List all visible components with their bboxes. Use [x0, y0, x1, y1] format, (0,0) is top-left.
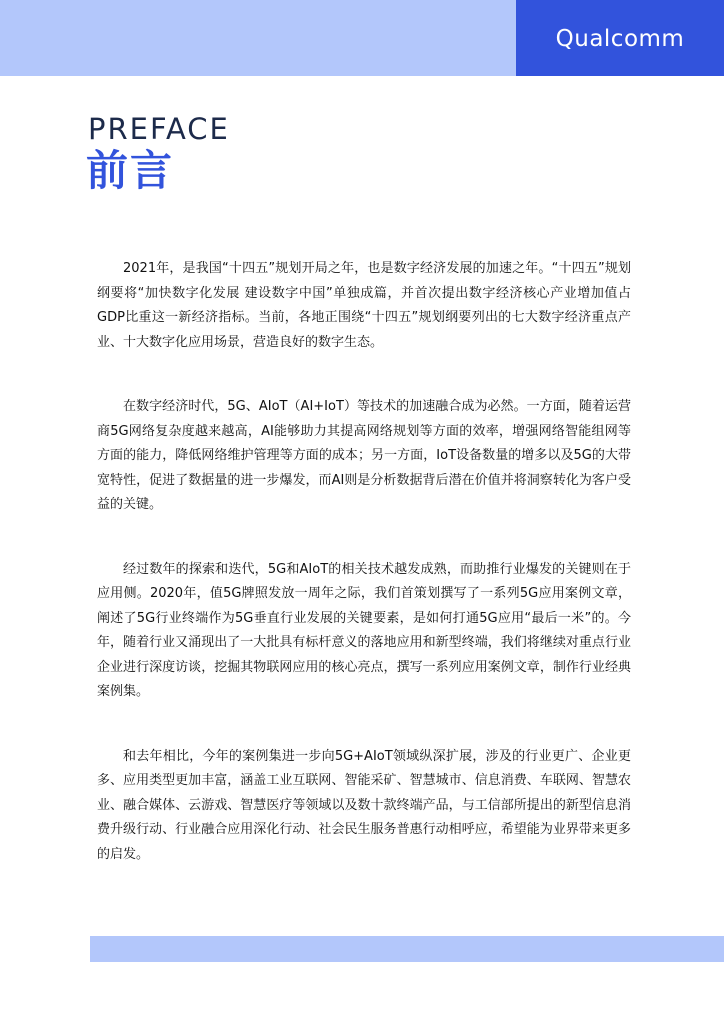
paragraph-3: 经过数年的探索和迭代，5G和AIoT的相关技术越发成熟，而助推行业爆发的关键则在于应用侧。2020年，值5G牌照发放一周年之际，我们首策划撰写了一系列5G应用案例文章，阐述了5G行业终端作为5G垂直行业发展的关键要素，是如何打通5G应用“最后一米”的。今年，随着行业又涌现出了一大批具有标杆意义的落地应用和新型终端，我们将继续对重点行业企业进行深度访谈，挖掘其物联网应用的核心亮点，撰写一系列应用案例文章，制作行业经典案例集。 [97, 561, 631, 699]
qualcomm-logo: Qualcomm [555, 26, 685, 52]
paragraph-4: 和去年相比，今年的案例集进一步向5G+AIoT领域纵深扩展，涉及的行业更广、企业更多、应用类型更加丰富，涵盖工业互联网、智能采矿、智慧城市、信息消费、车联网、智慧农业、融合媒体、云游戏、智慧医疗等领域以及数十款终端产品，与工信部所提出的新型信息消费升级行动、行业融合应用深化行动、社会民生服务普惠行动相呼应，希望能为业界带来更多的启发。 [97, 748, 631, 862]
paragraph-2: 在数字经济时代，5G、AIoT（AI+IoT）等技术的加速融合成为必然。一方面，随着运营商5G网络复杂度越来越高，AI能够助力其提高网络规划等方面的效率，增强网络智能组网等方面的能力，降低网络维护管理等方面的成本；另一方面，IoT设备数量的增多以及5G的大带宽特性，促进了数据量的进一步爆发，而AI则是分析数据背后潜在价值并将洞察转化为客户受益的关键。 [97, 399, 631, 512]
page-title-en: PREFACE [88, 112, 230, 146]
header-band [0, 0, 516, 76]
paragraph-1: 2021年，是我国“十四五”规划开局之年，也是数字经济发展的加速之年。“十四五”规划纲要将“加快数字化发展 建设数字中国”单独成篇，并首次提出数字经济核心产业增加值占GDP比重这一新经济指标。当前，各地正围绕“十四五”规划纲要列出的七大数字经济重点产业、十大数字化应用场景，营造良好的数字生态。 [97, 261, 631, 350]
footer-band [90, 936, 724, 962]
page-title-zh: 前言 [86, 146, 175, 195]
preface-body [97, 257, 631, 907]
logo-box [516, 0, 724, 76]
